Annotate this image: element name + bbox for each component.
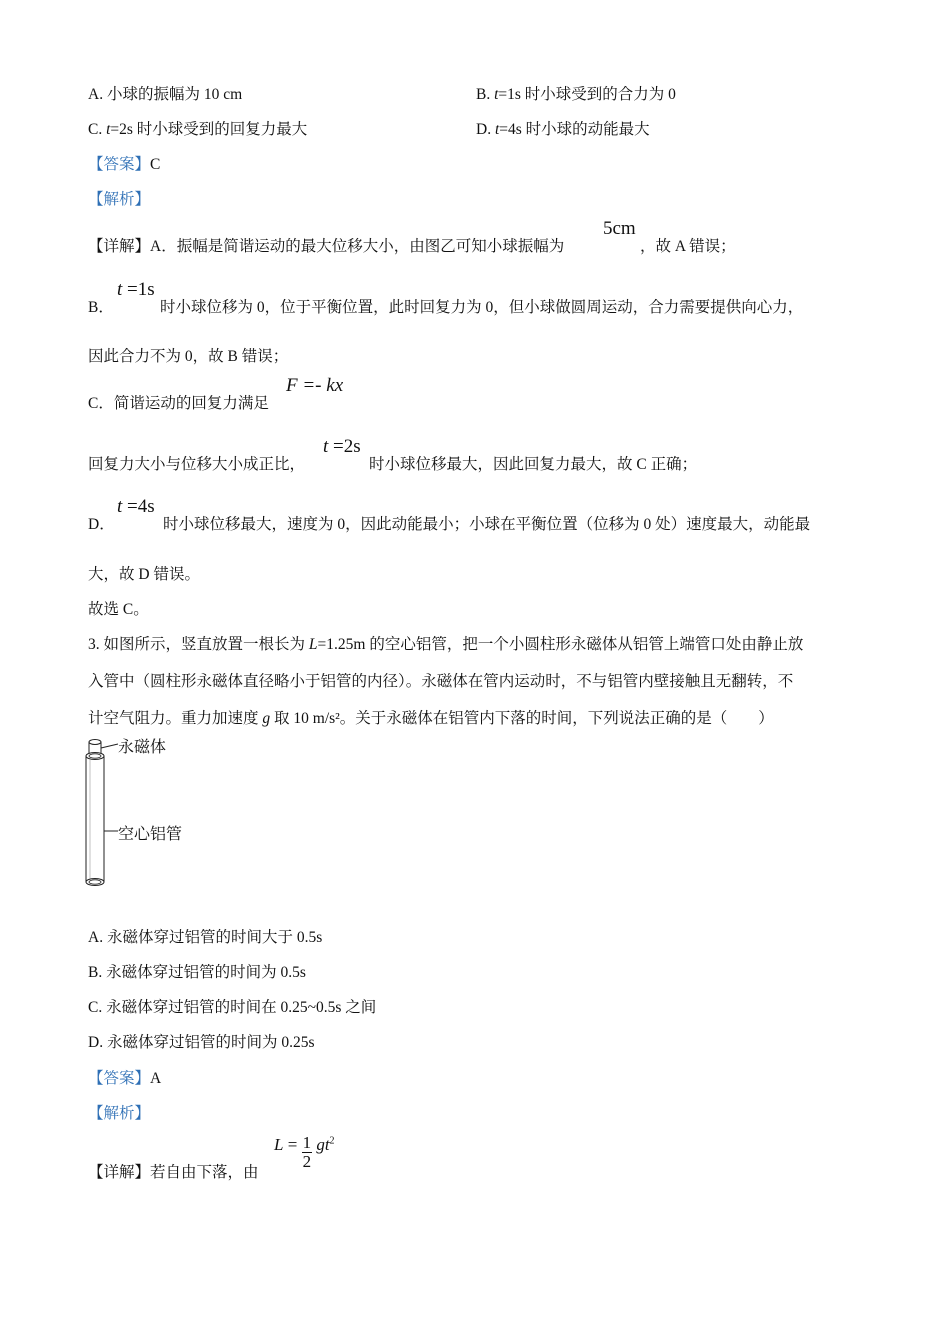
q2-detail-c2-pre: 回复力大小与位移大小成正比， (88, 456, 306, 473)
q2-detail-d-prefix: D． (88, 516, 115, 533)
fraction-half: $\frac{1}{2}$ (302, 1133, 312, 1171)
q2-detail-c: C．简谐运动的回复力满足 (88, 395, 269, 412)
q3-detail-math: L = $\frac{1}{2}$ $gt^2$ (274, 1133, 335, 1171)
q2-detail-a-post: ，故 A 错误； (640, 238, 736, 255)
q2-detail-b-prefix: B． (88, 299, 114, 316)
q2-analysis-tag: 【解析】 (88, 191, 151, 208)
aluminum-tube-figure (82, 735, 212, 895)
q2-option-a: A. 小球的振幅为 10 cm (88, 86, 243, 103)
q2-detail-b-text2: 因此合力不为 0，故 B 错误； (88, 348, 289, 365)
q3-option-b: B. 永磁体穿过铝管的时间为 0.5s (88, 964, 306, 981)
tube-top-inner (89, 754, 101, 758)
q2-detail-c2-post: 时小球位移最大，因此回复力最大，故 C 正确； (369, 456, 698, 473)
q2-answer: 【答案】C (88, 156, 161, 173)
tube-label: 空心铝管 (118, 824, 183, 843)
q2-conclusion: 故选 C。 (88, 601, 149, 618)
q3-detail: 【详解】若自由下落，由 (88, 1164, 259, 1181)
q3-stem-line3: 计空气阻力。重力加速度 g 取 10 m/s²。关于永磁体在铝管内下落的时间，下列说法正确的是（ ） (88, 710, 774, 727)
q2-detail-b-math: t =1s (117, 279, 155, 300)
q2-detail-d-text: 时小球位移最大，速度为 0，因此动能最小；小球在平衡位置（位移为 0 处）速度最大，动能最 (163, 516, 811, 533)
q2-detail-a: 【详解】A．振幅是简谐运动的最大位移大小，由图乙可知小球振幅为 (88, 238, 565, 255)
q3-figure (82, 735, 212, 895)
magnet-label: 永磁体 (118, 737, 167, 756)
q3-analysis-tag: 【解析】 (88, 1105, 151, 1122)
q3-stem-line2: 入管中（圆柱形永磁体直径略小于铝管的内径）。永磁体在管内运动时，不与铝管内壁接触且无翻转，不 (88, 673, 794, 690)
q2-detail-a-math: 5cm (603, 218, 636, 239)
q2-detail-d-math: t =4s (117, 496, 155, 517)
q2-option-d: D. t=4s 时小球的动能最大 (476, 121, 650, 138)
q2-detail-c2-math: t =2s (323, 436, 361, 457)
q3-option-c: C. 永磁体穿过铝管的时间在 0.25~0.5s 之间 (88, 999, 377, 1016)
q2-option-b: B. t=1s 时小球受到的合力为 0 (476, 86, 676, 103)
q3-answer: 【答案】A (88, 1070, 162, 1087)
q2-detail-d-text2: 大，故 D 错误。 (88, 566, 200, 583)
q2-option-c: C. t=2s 时小球受到的回复力最大 (88, 121, 308, 138)
q3-option-a: A. 永磁体穿过铝管的时间大于 0.5s (88, 929, 323, 946)
magnet-top (89, 740, 101, 745)
tube-bottom-inner (89, 880, 101, 884)
q2-detail-b-text: 时小球位移为 0，位于平衡位置，此时回复力为 0，但小球做圆周运动，合力需要提供向心力， (160, 299, 804, 316)
magnet-leader-line (101, 744, 118, 748)
q3-stem-line1: 3. 如图所示，竖直放置一根长为 L=1.25m 的空心铝管，把一个小圆柱形永磁体从铝管上端管口处由静止放 (88, 636, 804, 653)
q3-option-d: D. 永磁体穿过铝管的时间为 0.25s (88, 1034, 315, 1051)
q2-detail-c-math: F =- kx (286, 375, 344, 396)
